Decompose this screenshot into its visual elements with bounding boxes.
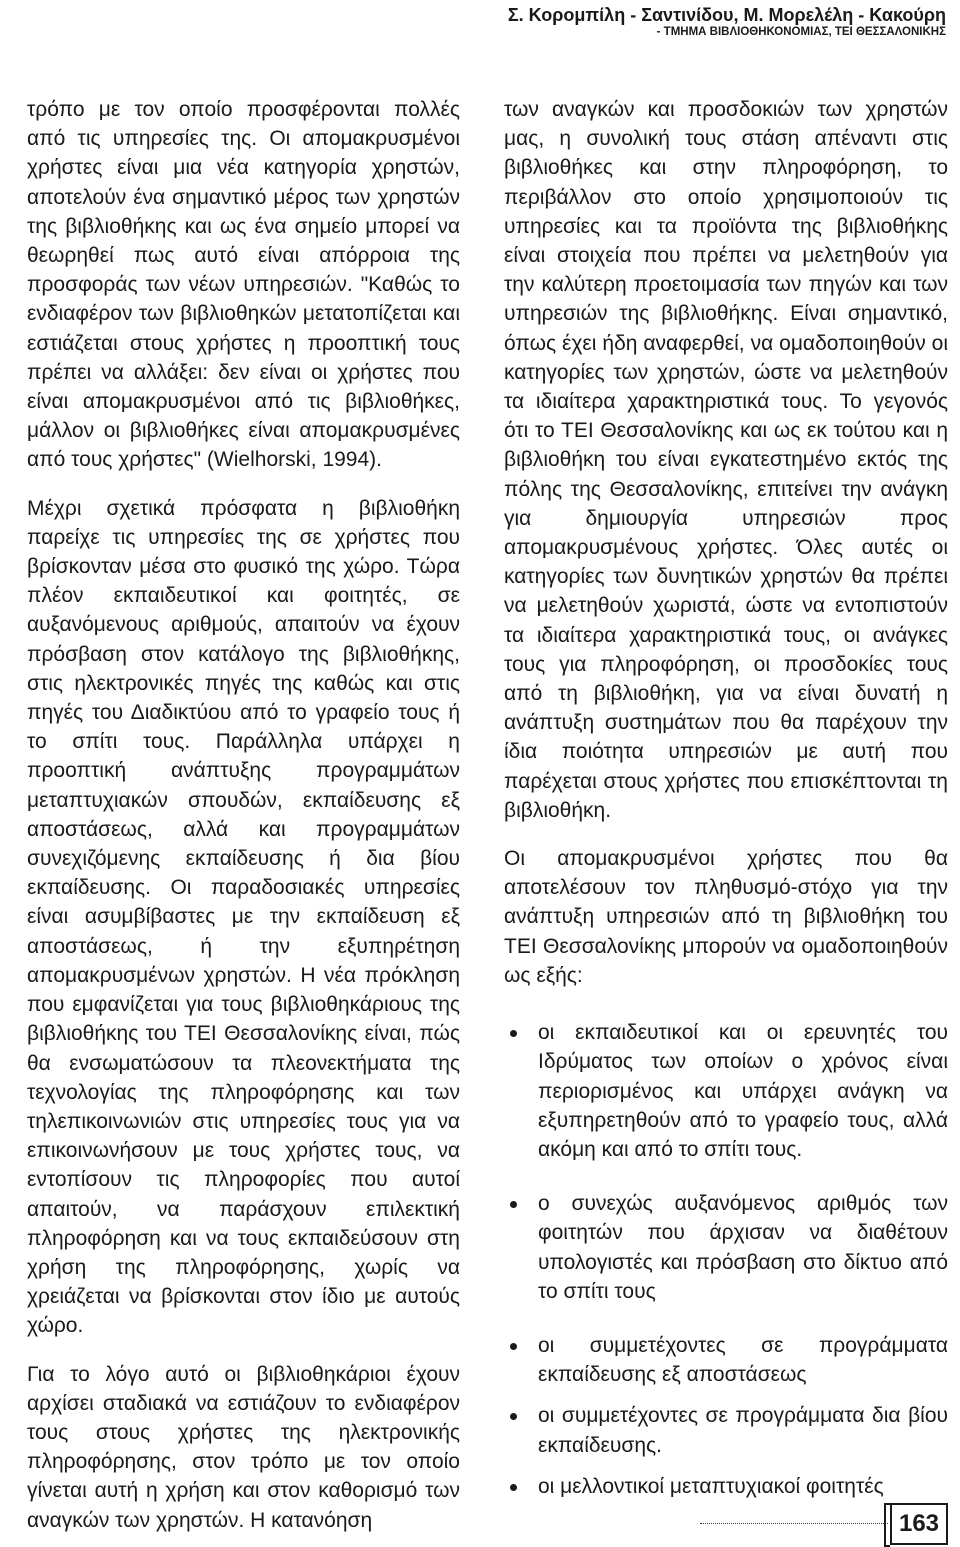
bullet-icon bbox=[510, 1413, 517, 1420]
running-header bbox=[508, 4, 946, 39]
bullet-icon bbox=[510, 1343, 517, 1350]
bullet-icon bbox=[510, 1030, 517, 1037]
left-paragraph-3: Για το λόγο αυτό οι βιβλιοθηκάριοι έχουν αρχίσει σταδιακά να εστιάζουν το ενδιαφέρον τους στους χρήστες της ηλεκτρονικής πληροφόρησης, στον τρόπο με τον οποίο γίνεται αυτή η χρήση και στον καθορισμό των αναγκών των χρηστών. Η κατανόηση bbox=[27, 1362, 460, 1532]
header-authors: Σ. Κορομπίλη - Σαντινίδου, Μ. Μορελέλη - Κακούρη bbox=[507, 5, 946, 25]
left-paragraph-1: τρόπο με τον οποίο προσφέρονται πολλές από τις υπηρεσίες της. Οι απομακρυσμένοι χρήστες είναι μια νέα κατηγορία χρηστών, αποτελούν ένα σημαντικό μέρος των χρηστών της βιβλιοθήκης και ως ένα σημείο μπορεί να θεωρηθεί πως αυτό είναι απόρροια της προσφοράς των νέων υπηρεσιών. "Καθώς το ενδιαφέρον των βιβλιοθηκών μετατοπίζεται και εστιάζεται στους χρήστες η προοπτική τους πρέπει να αλλάξει: δεν είναι οι χρήστες που είναι απομακρυσμένοι από τις βιβλιοθήκες, μάλλον οι βιβλιοθήκες είναι απομακρυσμένες από τους χρήστες" (Wielhorski, 1994). bbox=[27, 98, 460, 472]
page-number: 163 bbox=[890, 1503, 948, 1545]
user-groups-list bbox=[504, 1018, 948, 1501]
list-item-text: οι εκπαιδευτικοί και οι ερευνητές του Ιδρύματος των οποίων ο χρόνος είναι περιορισμένος και υπάρχει ανάγκη να εξυπηρετηθούν από το γραφείο τους, αλλά ακόμη και από το σπίτι τους. bbox=[538, 1021, 948, 1161]
bullet-icon bbox=[510, 1201, 517, 1208]
list-item bbox=[504, 1189, 948, 1306]
bullet-icon bbox=[510, 1484, 517, 1491]
list-item bbox=[504, 1331, 948, 1389]
right-paragraph-2: Οι απομακρυσμένοι χρήστες που θα αποτελέσουν τον πληθυσμό-στόχο για την ανάπτυξη υπηρεσιών από τη βιβλιοθήκη του ΤΕΙ Θεσσαλονίκης μπορούν να ομαδοποιηθούν ως εξής: bbox=[504, 847, 948, 987]
list-item bbox=[504, 1401, 948, 1459]
left-column bbox=[27, 95, 460, 1535]
right-column bbox=[504, 95, 948, 1526]
list-item bbox=[504, 1018, 948, 1164]
list-item-text: οι μελλοντικοί μεταπτυχιακοί φοιτητές bbox=[538, 1474, 884, 1498]
list-item bbox=[504, 1472, 948, 1501]
list-item-text: οι συμμετέχοντες σε προγράμματα εκπαίδευσης εξ αποστάσεως bbox=[538, 1333, 948, 1387]
list-item-text: οι συμμετέχοντες σε προγράμματα δια βίου εκπαίδευσης. bbox=[538, 1404, 948, 1457]
page-number-footer bbox=[700, 1503, 948, 1545]
right-paragraph-1: των αναγκών και προσδοκιών των χρηστών μας, η συνολική τους στάση απέναντι στις βιβλιοθήκες και στην πληροφόρηση, το περιβάλλον στο οποίο χρησιμοποιούν τις υπηρεσίες και τα προϊόντα της βιβλιοθήκης είναι στοιχεία που πρέπει να μελετηθούν για την καλύτερη προετοιμασία των πηγών και των υπηρεσιών της βιβλιοθήκης. Είναι σημαντικό, όπως έχει ήδη αναφερθεί, να ομαδοποιηθούν οι κατηγορίες των χρηστών, ώστε να μελετηθούν τα ιδιαίτερα χαρακτηριστικά τους. Το γεγονός ότι το ΤΕΙ Θεσσαλονίκης και ως εκ τούτου και η βιβλιοθήκη του είναι εγκατεστημένο εκτός της πόλης της Θεσσαλονίκης, επιτείνει την ανάγκη για δημιουργία υπηρεσιών προς απομακρυσμένους χρήστες. Όλες αυτές οι κατηγορίες των δυνητικών χρηστών θα πρέπει να μελετηθούν χωριστά, ώστε να εντοπιστούν τα ιδιαίτερα χαρακτηριστικά τους, οι ανάγκες τους για πληροφόρηση, οι προσδοκίες τους από τη βιβλιοθήκη, για να είναι δυνατή η ανάπτυξη συστημάτων που θα παρέχουν την ίδια ποιότητα υπηρεσιών με αυτή που παρέχεται στους χρήστες που επισκέπτονται τη βιβλιοθήκη. bbox=[504, 98, 948, 822]
dotted-leader bbox=[700, 1523, 888, 1524]
header-department: - ΤΜΗΜΑ ΒΙΒΛΙΟΘΗΚΟΝΟΜΙΑΣ, ΤΕΙ ΘΕΣΣΑΛΟΝΙΚΗΣ bbox=[656, 26, 946, 38]
left-paragraph-2: Μέχρι σχετικά πρόσφατα η βιβλιοθήκη παρείχε τις υπηρεσίες της σε χρήστες που βρίσκονταν μέσα στο φυσικό της χώρο. Τώρα πλέον εκπαιδευτικοί και φοιτητές, σε αυξανόμενους αριθμούς, απαιτούν να έχουν πρόσβαση στον κατάλογο της βιβλιοθήκης, στις ηλεκτρονικές πηγές της καθώς και στις πηγές του Διαδικτύου από το γραφείο τους ή το σπίτι τους. Παράλληλα υπάρχει η προοπτική ανάπτυξης προγραμμάτων μεταπτυχιακών σπουδών, εκπαίδευσης εξ αποστάσεως, αλλά και προγραμμάτων συνεχιζόμενης εκπαίδευσης ή δια βίου εκπαίδευσης. Οι παραδοσιακές υπηρεσίες είναι ασυμβίβαστες με την εκπαίδευση εξ αποστάσεως, ή την εξυπηρέτηση απομακρυσμένων χρηστών. Η νέα πρόκληση που εμφανίζεται για τους βιβλιοθηκάριους της βιβλιοθήκης του ΤΕΙ Θεσσαλονίκης είναι, πώς θα ενσωματώσουν τα πλεονεκτήματα της τεχνολογίας της πληροφόρησης και των τηλεπικοινωνιών στις υπηρεσίες τους για να επικοινωνήσουν με τους χρήστες τους, να εντοπίσουν τις πληροφορίες που αυτοί απαιτούν, να παράσχουν επιλεκτική πληροφόρηση και να τους εκπαιδεύσουν στη χρήση της πληροφόρησης, χωρίς να χρειάζεται να βρίσκονται στον ίδιο με αυτούς χώρο. bbox=[27, 496, 460, 1338]
list-item-text: ο συνεχώς αυξανόμενος αριθμός των φοιτητών που άρχισαν να διαθέτουν υπολογιστές και πρόσβαση στο δίκτυο από το σπίτι τους bbox=[538, 1192, 948, 1303]
